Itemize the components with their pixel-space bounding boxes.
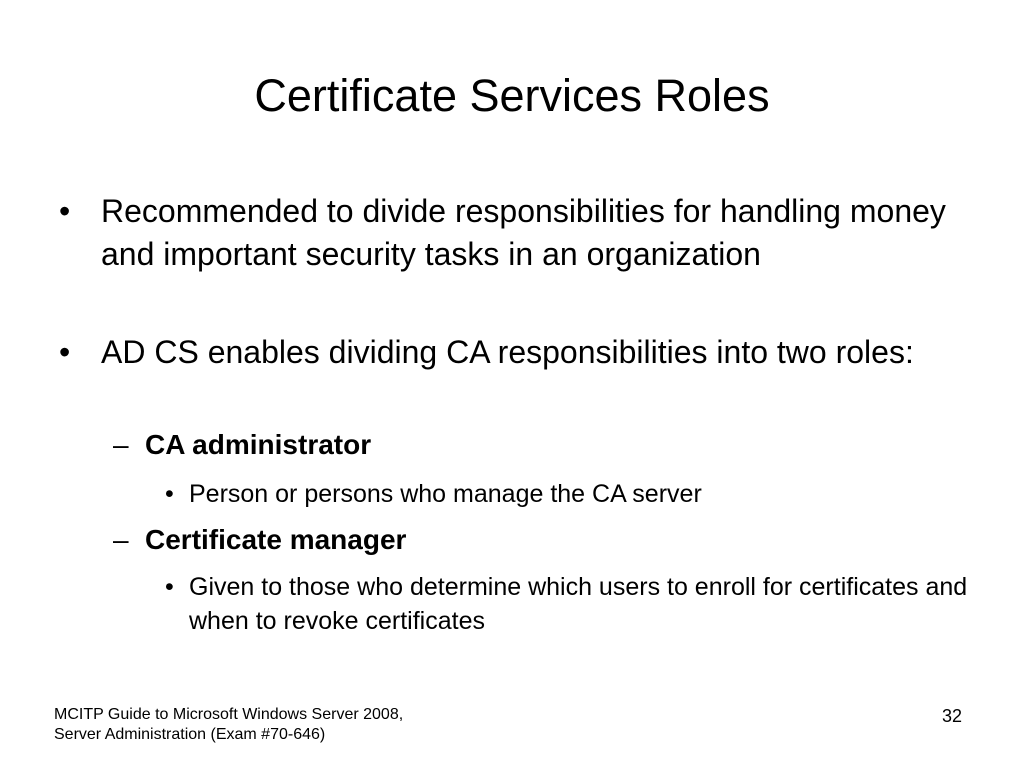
detail-item xyxy=(165,570,979,638)
detail-item xyxy=(165,477,979,511)
sub-item xyxy=(113,427,965,463)
bullet-text: AD CS enables dividing CA responsibilities into two roles: xyxy=(101,334,914,370)
bullet-glyph: • xyxy=(59,334,71,370)
slide-title: Certificate Services Roles xyxy=(254,70,770,121)
bullet-glyph: • xyxy=(165,573,174,601)
bullet-item xyxy=(59,190,981,276)
bullet-glyph: • xyxy=(59,193,71,229)
bullet-text: Recommended to divide responsibilities for handling money and important security tasks in an organization xyxy=(101,193,946,272)
detail-text: Given to those who determine which users to enroll for certificates and when to revoke certificates xyxy=(189,573,968,635)
page-number: 32 xyxy=(941,706,962,726)
sub-item xyxy=(113,522,965,558)
detail-text: Person or persons who manage the CA server xyxy=(189,480,702,508)
bullet-item xyxy=(59,331,981,374)
sub-item-label: Certificate manager xyxy=(145,524,407,555)
footer-line: Server Administration (Exam #70-646) xyxy=(54,726,326,743)
sub-item-label: CA administrator xyxy=(145,429,372,460)
bullet-glyph: • xyxy=(165,480,174,508)
footer-line: MCITP Guide to Microsoft Windows Server 2008, xyxy=(54,706,404,723)
dash-glyph: – xyxy=(113,524,129,555)
dash-glyph: – xyxy=(113,429,129,460)
footer-source xyxy=(54,705,554,745)
